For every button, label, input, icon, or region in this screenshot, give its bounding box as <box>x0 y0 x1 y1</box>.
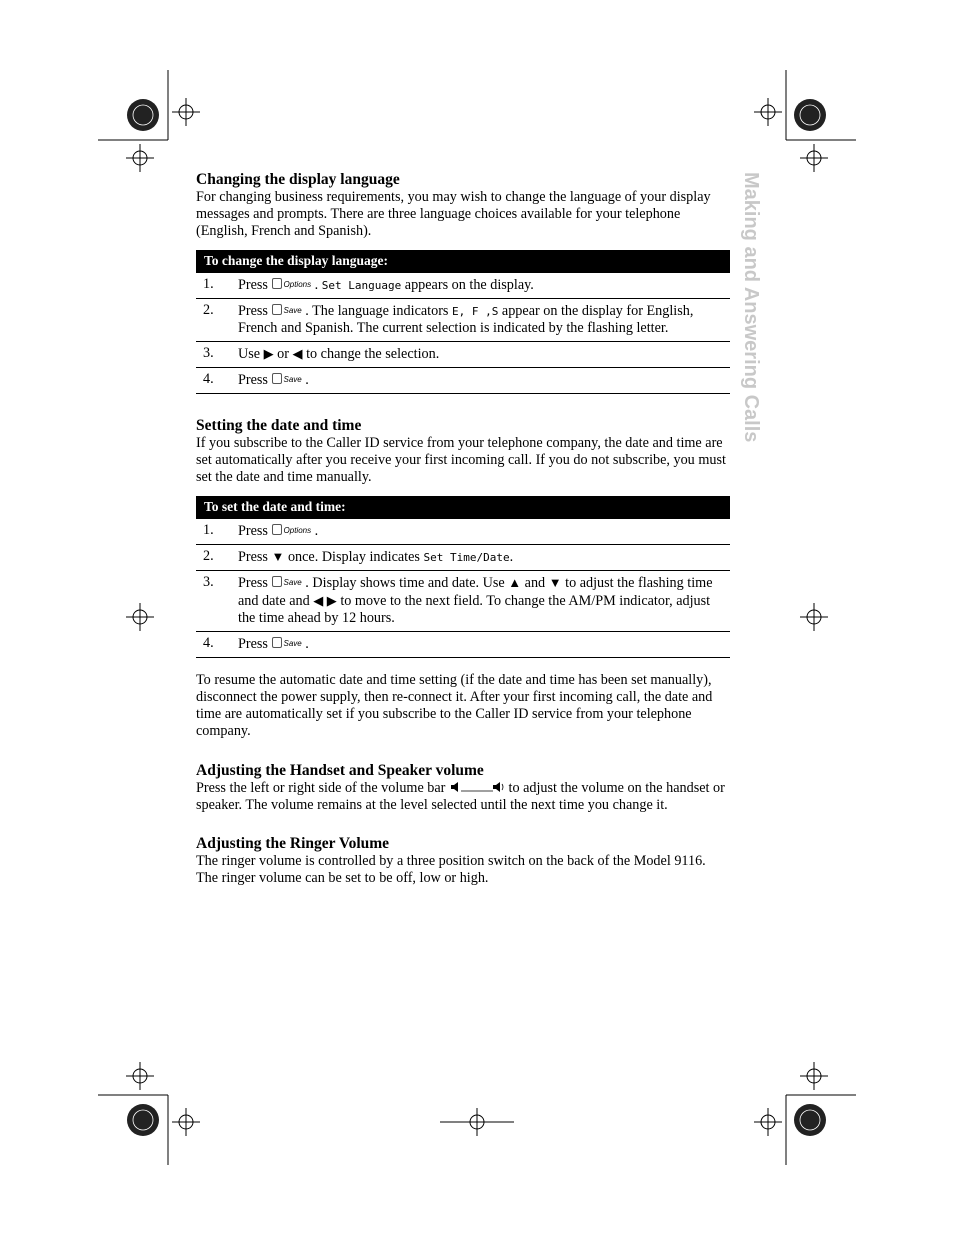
table-row <box>196 631 730 657</box>
step-number: 4. <box>203 371 214 387</box>
step-number: 3. <box>203 345 214 361</box>
step-number: 3. <box>203 574 214 590</box>
section-heading: Setting the date and time <box>196 417 362 434</box>
step-number: 1. <box>203 276 214 292</box>
section-heading: Adjusting the Handset and Speaker volume <box>196 762 484 779</box>
right-arrow-icon: ▶ <box>326 593 337 608</box>
table-row <box>196 518 730 544</box>
steps-table <box>196 496 730 658</box>
down-arrow-icon: ▼ <box>271 549 285 564</box>
options-key-icon: Options <box>272 276 312 293</box>
step-text: Press Save . The language indicators E, F ,S appear on the display for English, French and Spanish. The current selection is indicated by the flashing letter. <box>238 303 694 336</box>
step-text: Press Save . <box>238 372 309 388</box>
table-header: To set the date and time: <box>196 496 730 518</box>
table-row <box>196 298 730 341</box>
table-row <box>196 341 730 367</box>
chapter-sidebar <box>740 172 762 462</box>
step-text: Press Save . Display shows time and date. Use ▲ and ▼ to adjust the flashing time and date and ◀ ▶ to move to the next field. To change the AM/PM indicator, adjust the time ahead by 12 hours. <box>238 575 713 626</box>
left-arrow-icon: ◀ <box>292 346 303 361</box>
step-number: 2. <box>203 302 214 318</box>
step-text: Press Options . <box>238 523 319 539</box>
section-text: The ringer volume is controlled by a three position switch on the back of the Model 9116. The ringer volume can be set to be off, low or high. <box>196 853 706 886</box>
right-arrow-icon: ▶ <box>263 346 274 361</box>
step-number: 2. <box>203 548 214 564</box>
step-text: Use ▶ or ◀ to change the selection. <box>238 346 440 362</box>
save-key-icon: Save <box>272 371 302 388</box>
section-handset-volume <box>196 761 730 814</box>
down-arrow-icon: ▼ <box>548 575 562 590</box>
table-header: To change the display language: <box>196 250 730 272</box>
step-text: Press Save . <box>238 636 309 652</box>
steps-table <box>196 250 730 394</box>
section-heading: Changing the display language <box>196 171 400 188</box>
display-text: Set Language <box>321 279 402 292</box>
chapter-title: Making and Answering Calls <box>740 172 762 443</box>
section-ringer-volume <box>196 834 730 887</box>
save-key-icon: Save <box>272 574 302 591</box>
table-row <box>196 544 730 570</box>
display-text: Set Time/Date <box>423 551 510 564</box>
table-row <box>196 272 730 298</box>
section-display-language <box>196 170 730 394</box>
section-heading: Adjusting the Ringer Volume <box>196 835 390 852</box>
table-row <box>196 367 730 393</box>
up-arrow-icon: ▲ <box>508 575 522 590</box>
page-content <box>196 170 730 901</box>
table-row <box>196 570 730 631</box>
step-number: 1. <box>203 522 214 538</box>
section-intro: For changing business requirements, you may wish to change the language of your display messages and prompts. There are three language choices available for your telephone (English, French and Spanish). <box>196 189 711 239</box>
section-intro: If you subscribe to the Caller ID service from your telephone company, the date and time are set automatically after you receive your first incoming call. If you do not subscribe, you must set the date and time manually. <box>196 435 726 485</box>
step-text: Press ▼ once. Display indicates Set Time/Date. <box>238 549 514 565</box>
section-text: Press the left or right side of the volume bar to adjust the volume on the handset or speaker. The volume remains at the level selected until the next time you change it. <box>196 780 725 813</box>
volume-bar-icon <box>449 781 505 793</box>
display-text: E, F ,S <box>452 305 499 318</box>
section-date-time <box>196 416 730 740</box>
step-text: Press Options . Set Language appears on the display. <box>238 277 534 293</box>
step-number: 4. <box>203 635 214 651</box>
left-arrow-icon: ◀ <box>313 593 324 608</box>
save-key-icon: Save <box>272 302 302 319</box>
resume-paragraph: To resume the automatic date and time setting (if the date and time has been set manually), disconnect the power supply, then re-connect it. After your first incoming call, the date and time are automatically set if you subscribe to the Caller ID service from your telephone company. <box>196 672 713 739</box>
options-key-icon: Options <box>272 522 312 539</box>
save-key-icon: Save <box>272 635 302 652</box>
